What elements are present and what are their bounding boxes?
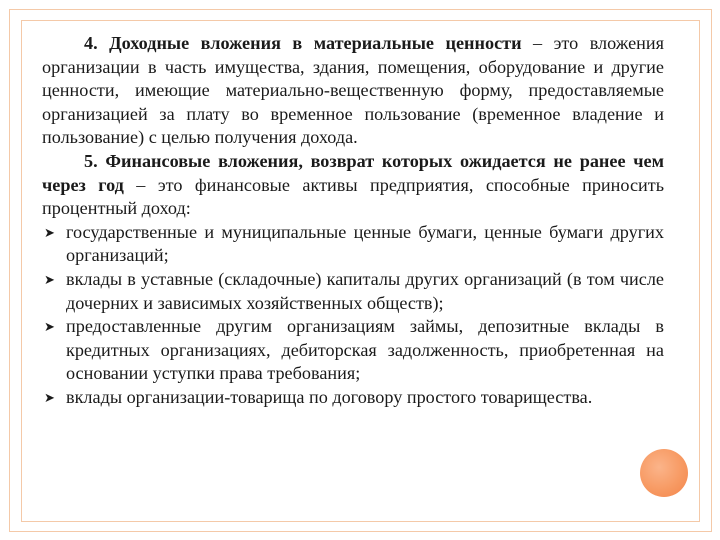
arrow-bullet-icon: ➤ [44, 319, 55, 335]
paragraph-5-text: это финансовые активы предприятия, способные приносить процентный доход: [42, 174, 664, 219]
list-item [42, 268, 664, 315]
arrow-bullet-icon: ➤ [44, 271, 55, 287]
paragraph-4-text: это вложения организации в часть имущества, здания, помещения, оборудование и другие ценности, имеющие материально-вещественную форму, предоставляемые организацией за плату во временное пользование (временное владение и пользование) с целью получения дохода. [42, 33, 665, 148]
list-item [42, 386, 664, 410]
paragraph-4-dash: – [521, 33, 554, 53]
paragraph-5-heading: 5. Финансовые вложения, возврат которых ожидается не ранее чем через год [42, 150, 664, 195]
list-item-text: предоставленные другим организациям займы, депозитные вклады в кредитных организациях, дебиторская задолженность, приобретенная на основании уступки права требования; [66, 316, 664, 384]
list-item-text: вклады организации-товарища по договору простого товарищества. [66, 386, 593, 407]
arrow-bullet-icon: ➤ [44, 224, 55, 240]
slide-body [42, 32, 664, 410]
paragraph-4-heading: 4. Доходные вложения в материальные ценности [84, 33, 522, 53]
paragraph-5-dash: – [123, 174, 158, 195]
list-item [42, 315, 664, 386]
paragraph-5 [42, 150, 664, 221]
list-item-text: вклады в уставные (складочные) капиталы других организаций (в том числе дочерних и зависимых хозяйственных обществ); [66, 268, 664, 313]
bullet-list [42, 221, 664, 410]
arrow-bullet-icon: ➤ [44, 389, 55, 405]
list-item-text: государственные и муниципальные ценные бумаги, ценные бумаги других организаций; [66, 221, 664, 266]
paragraph-4 [42, 32, 664, 150]
list-item [42, 221, 664, 268]
decorative-circle [640, 449, 688, 497]
